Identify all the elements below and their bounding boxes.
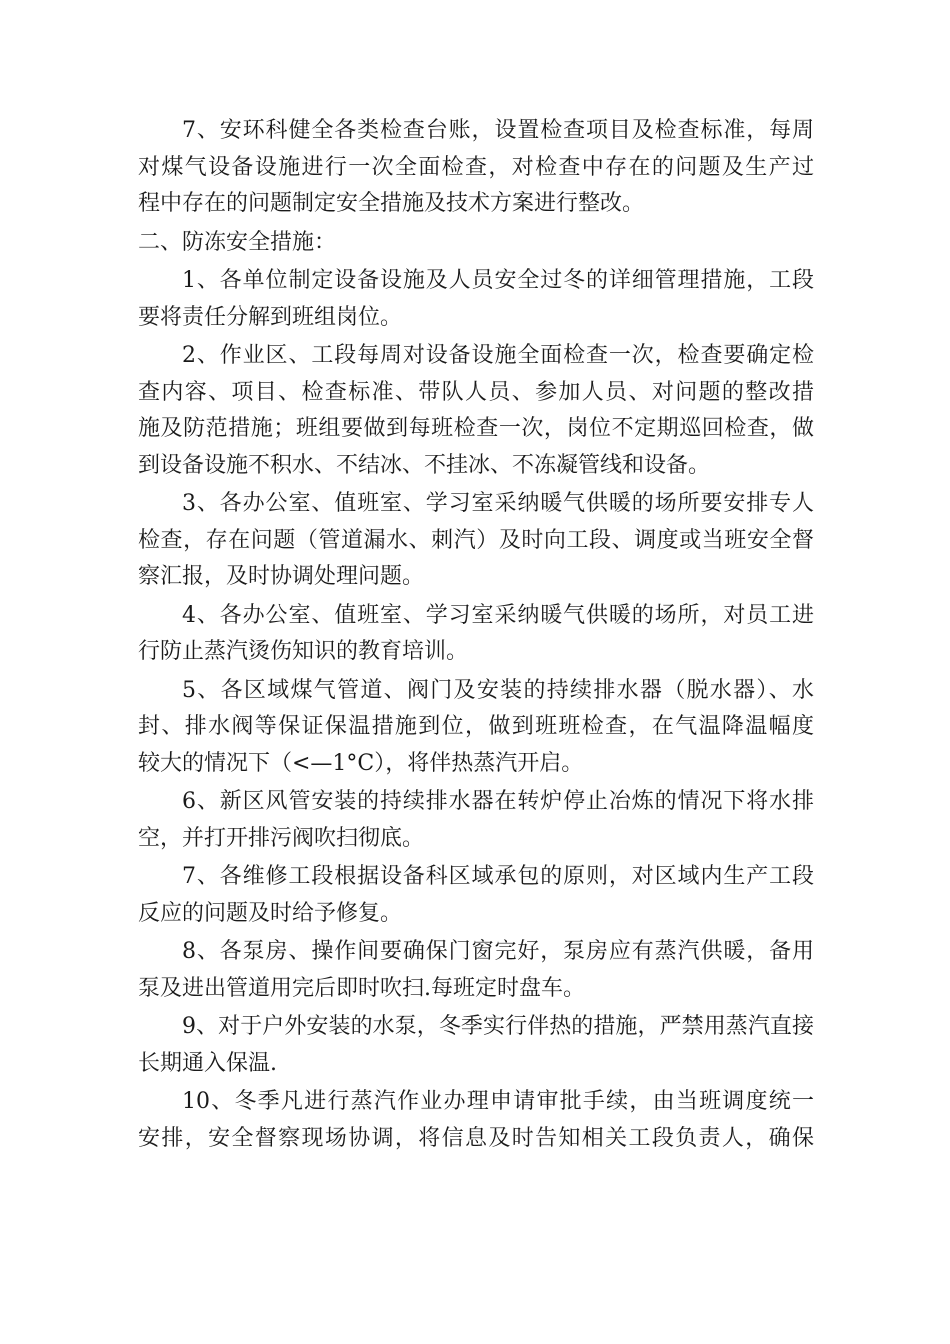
text-line: 5、各区域煤气管道、阀门及安装的持续排水器（脱水器）、水: [182, 677, 814, 703]
text-line: 9、对于户外安装的水泵，冬季实行伴热的措施，严禁用蒸汽直接: [182, 1014, 814, 1039]
paragraph-item-5: [138, 673, 814, 783]
text-line: 反应的问题及时给予修复。: [138, 900, 403, 926]
paragraph-item-9: [138, 1009, 814, 1082]
text-line: 8、各泵房、操作间要确保门窗完好，泵房应有蒸汽供暖，备用: [182, 939, 814, 964]
text-line: 封、排水阀等保证保温措施到位，做到班班检查，在气温降温幅度: [138, 714, 814, 739]
section-heading-text: 二、防冻安全措施：: [138, 229, 337, 255]
text-line: 施及防范措施；班组要做到每班检查一次，岗位不定期巡回检查，做: [138, 416, 814, 441]
section-heading-antifreeze: [138, 225, 814, 262]
paragraph-item-3: [138, 486, 814, 596]
text-line: 要将责任分解到班组岗位。: [138, 304, 403, 330]
text-line: 7、安环科健全各类检查台账，设置检查项目及检查标准，每周: [182, 118, 814, 143]
text-line: 6、新区风管安装的持续排水器在转炉停止冶炼的情况下将水排: [182, 789, 814, 814]
text-line: 到设备设施不积水、不结冰、不挂冰、不冻凝管线和设备。: [138, 452, 711, 478]
text-line: 程中存在的问题制定安全措施及技术方案进行整改。: [138, 191, 645, 216]
paragraph-item-2: [138, 338, 814, 484]
text-line: 3、各办公室、值班室、学习室采纳暖气供暖的场所要安排专人: [182, 491, 814, 516]
text-line: 对煤气设备设施进行一次全面检查，对检查中存在的问题及生产过: [138, 154, 814, 180]
paragraph-item-7: [138, 859, 814, 932]
text-line: 泵及进出管道用完后即时吹扫.每班定时盘车。: [138, 975, 585, 1001]
text-line: 2、作业区、工段每周对设备设施全面检查一次，检查要确定检: [182, 343, 814, 368]
text-line: 安排，安全督察现场协调，将信息及时告知相关工段负责人，确保: [138, 1125, 814, 1151]
paragraph-item-10: [138, 1084, 814, 1157]
paragraph-item-1: [138, 263, 814, 336]
text-line: 空，并打开排污阀吹扫彻底。: [138, 825, 425, 851]
paragraph-item-6: [138, 784, 814, 857]
document-page: [138, 113, 814, 1159]
text-line: 查内容、项目、检查标准、带队人员、参加人员、对问题的整改措: [138, 379, 814, 405]
text-line: 行防止蒸汽烫伤知识的教育培训。: [138, 639, 469, 664]
text-line: 长期通入保温.: [138, 1050, 277, 1076]
text-line: 4、各办公室、值班室、学习室采纳暖气供暖的场所，对员工进: [182, 602, 814, 628]
paragraph-item-4: [138, 598, 814, 671]
text-line: 察汇报，及时协调处理问题。: [138, 564, 425, 589]
paragraph-item-8: [138, 934, 814, 1007]
text-line: 7、各维修工段根据设备科区域承包的原则，对区域内生产工段: [182, 864, 814, 889]
text-line: 较大的情况下（<—1°C），将伴热蒸汽开启。: [138, 750, 584, 776]
paragraph-safety-item-7: [138, 113, 814, 223]
text-line: 10、冬季凡进行蒸汽作业办理申请审批手续，由当班调度统一: [182, 1089, 814, 1114]
text-line: 1、各单位制定设备设施及人员安全过冬的详细管理措施，工段: [182, 268, 814, 293]
text-line: 检查，存在问题（管道漏水、刺汽）及时向工段、调度或当班安全督: [138, 527, 814, 553]
